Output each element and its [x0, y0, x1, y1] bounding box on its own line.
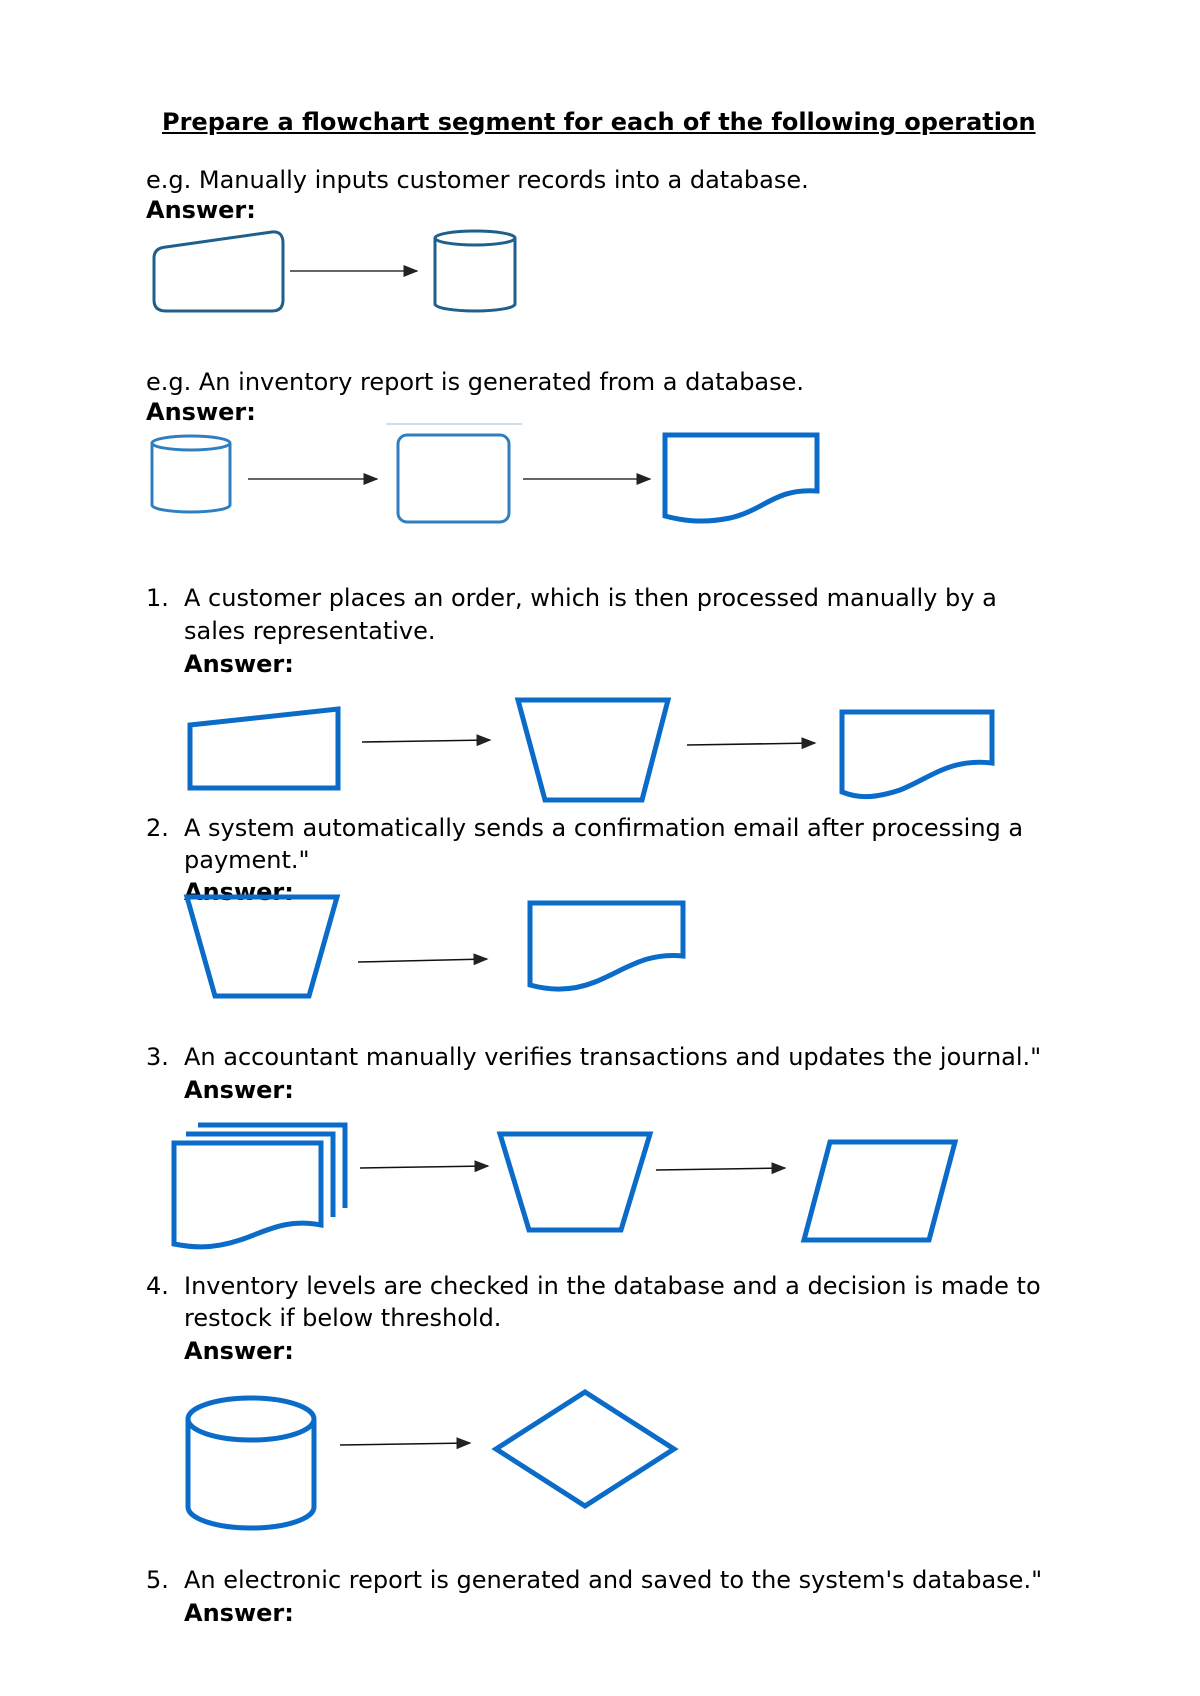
- question-1-text-line1: A customer places an order, which is then processed manually by a: [184, 584, 997, 612]
- question-4-text-line2: restock if below threshold.: [184, 1304, 502, 1332]
- multiple-documents-icon: [174, 1125, 345, 1247]
- input-output-icon: [804, 1142, 955, 1240]
- question-5-text-line1: An electronic report is generated and saved to the system's database.": [184, 1566, 1043, 1594]
- arrow-icon: [656, 1168, 785, 1170]
- process-icon: [398, 435, 509, 522]
- question-1-text-line2: sales representative.: [184, 617, 436, 645]
- document-icon: [665, 435, 817, 521]
- question-1-answer-label: Answer:: [184, 650, 294, 678]
- question-2-text-line1: A system automatically sends a confirmation email after processing a: [184, 814, 1024, 842]
- question-4-text-line1: Inventory levels are checked in the database and a decision is made to: [184, 1272, 1041, 1300]
- example-1-answer-label: Answer:: [146, 196, 256, 224]
- arrow-icon: [360, 1166, 488, 1168]
- arrow-icon: [362, 740, 490, 742]
- question-1-number: 1.: [146, 584, 169, 612]
- arrow-icon: [340, 1443, 470, 1445]
- question-3-text-line1: An accountant manually verifies transactions and updates the journal.": [184, 1043, 1042, 1071]
- arrow-icon: [358, 959, 487, 962]
- question-4-answer-label: Answer:: [184, 1337, 294, 1365]
- question-2-answer-label: Answer:: [184, 878, 294, 906]
- database-icon: [188, 1398, 314, 1528]
- example-2-answer-label: Answer:: [146, 398, 256, 426]
- manual-input-icon: [154, 232, 283, 311]
- page-title: Prepare a flowchart segment for each of the following operation: [162, 108, 1036, 136]
- manual-operation-icon: [518, 700, 668, 800]
- question-2-text-line2: payment.": [184, 846, 310, 874]
- example-2-prompt: e.g. An inventory report is generated from a database.: [146, 368, 805, 396]
- question-5-number: 5.: [146, 1566, 169, 1594]
- arrow-icon: [687, 743, 815, 745]
- manual-operation-icon: [500, 1134, 650, 1230]
- question-3-answer-label: Answer:: [184, 1076, 294, 1104]
- manual-input-icon: [190, 709, 338, 788]
- decision-icon: [496, 1392, 674, 1506]
- question-2-number: 2.: [146, 814, 169, 842]
- document-icon: [842, 712, 992, 797]
- example-1-prompt: e.g. Manually inputs customer records into a database.: [146, 166, 809, 194]
- question-4-number: 4.: [146, 1272, 169, 1300]
- question-3-number: 3.: [146, 1043, 169, 1071]
- question-5-answer-label: Answer:: [184, 1599, 294, 1627]
- manual-operation-icon: [187, 897, 337, 996]
- document-icon: [530, 903, 683, 989]
- database-icon: [435, 231, 515, 311]
- database-icon: [152, 436, 230, 512]
